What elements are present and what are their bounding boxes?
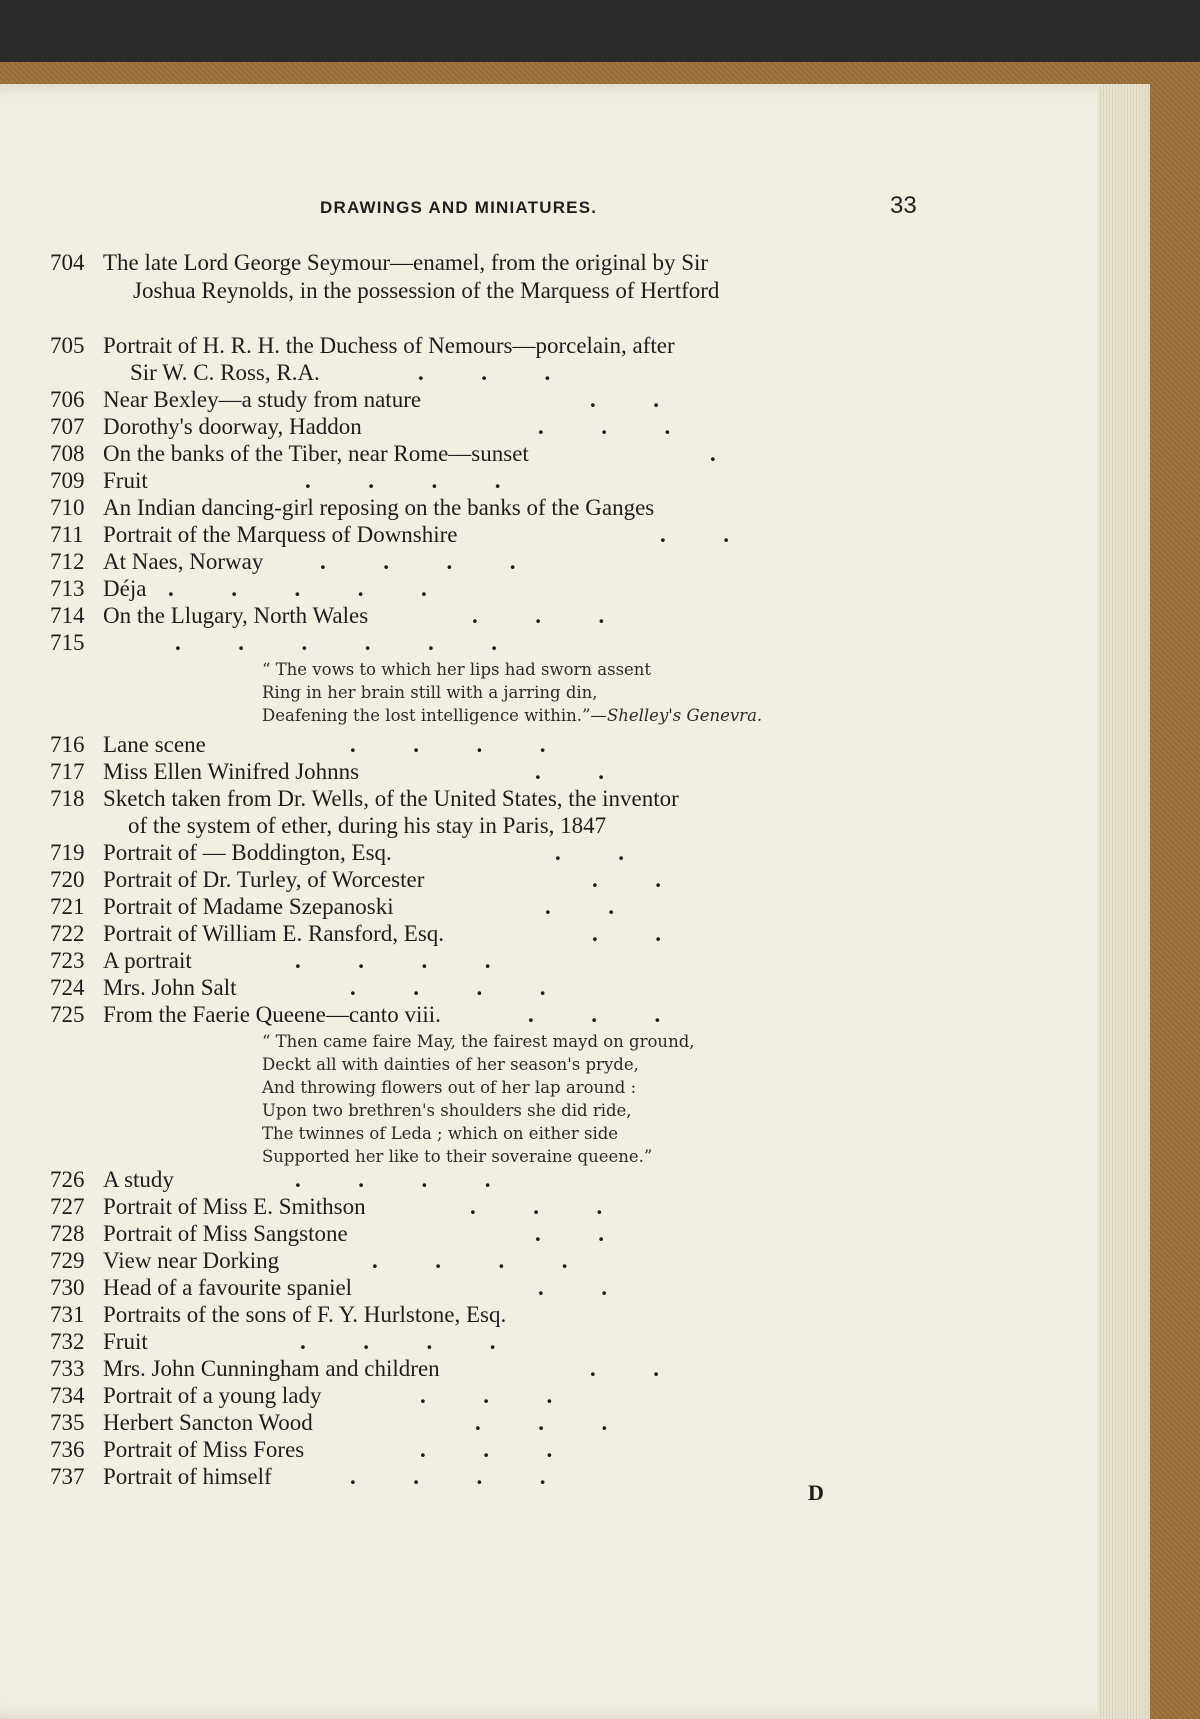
leader-dots: . . . .: [350, 975, 546, 1000]
entry-number: 734: [50, 1383, 85, 1408]
leader-dots: . .: [590, 1356, 659, 1381]
entry-number: 718: [50, 786, 85, 811]
entry-title: Portrait of the Marquess of Downshire: [103, 522, 458, 547]
entry-number: 714: [50, 603, 85, 628]
entry-number: 723: [50, 948, 85, 973]
entry-title: An Indian dancing-girl reposing on the banks of the Ganges: [103, 495, 655, 520]
entry-title-continued: of the system of ether, during his stay in Paris, 1847: [128, 813, 607, 838]
entry-number: 724: [50, 975, 85, 1000]
epigraph-line: Deckt all with dainties of her season's pryde,: [262, 1055, 639, 1074]
entry-title: Fruit: [103, 468, 148, 493]
entry-number: 710: [50, 495, 85, 520]
leader-dots: . .: [590, 387, 659, 412]
entry-title-continued: Joshua Reynolds, in the possession of the Marquess of Hertford: [133, 278, 720, 303]
entry-title: Portrait of H. R. H. the Duchess of Nemours—porcelain, after: [103, 333, 675, 358]
epigraph-line: “ Then came faire May, the fairest mayd on ground,: [262, 1032, 695, 1051]
entry-number: 731: [50, 1302, 85, 1327]
leader-dots: . .: [660, 522, 729, 547]
leader-dots: . .: [592, 867, 661, 892]
leader-dots: . . .: [420, 1437, 553, 1462]
entry-number: 719: [50, 840, 85, 865]
leader-dots: . .: [545, 894, 614, 919]
entry-number: 707: [50, 414, 85, 439]
entry-number: 725: [50, 1002, 85, 1027]
entry-number: 722: [50, 921, 85, 946]
entry-title: Déja: [103, 576, 147, 601]
leader-dots: . . .: [418, 360, 551, 385]
entry-title: Head of a favourite spaniel: [103, 1275, 353, 1300]
entry-title: Portrait of Miss Fores: [103, 1437, 305, 1462]
epigraph-line: The twinnes of Leda ; which on either side: [262, 1124, 619, 1143]
entry-number: 712: [50, 549, 85, 574]
entry-title: Portrait of — Boddington, Esq.: [103, 840, 392, 865]
leader-dots: . . . .: [350, 1464, 546, 1489]
leader-dots: . . . .: [295, 948, 491, 973]
entry-title: Dorothy's doorway, Haddon: [103, 414, 362, 439]
leader-dots: . . .: [470, 1194, 603, 1219]
entry-number: 736: [50, 1437, 85, 1462]
leader-dots: . . .: [528, 1002, 661, 1027]
entry-number: 717: [50, 759, 85, 784]
leader-dots: . . . .: [350, 732, 546, 757]
entry-number: 733: [50, 1356, 85, 1381]
entry-title: At Naes, Norway: [103, 549, 264, 574]
epigraph-line: “ The vows to which her lips had sworn assent: [262, 660, 652, 679]
epigraph-line: Upon two brethren's shoulders she did ride,: [262, 1101, 632, 1120]
entry-title: Miss Ellen Winifred Johnns: [103, 759, 360, 784]
entry-number: 706: [50, 387, 85, 412]
leader-dots: . . . .: [305, 468, 501, 493]
leader-dots: . . . .: [372, 1248, 568, 1273]
leader-dots: . . . . .: [168, 576, 427, 601]
entry-number: 709: [50, 468, 85, 493]
entry-title: Mrs. John Cunningham and children: [103, 1356, 440, 1381]
entry-title: View near Dorking: [103, 1248, 280, 1273]
leader-dots: . . .: [420, 1383, 553, 1408]
entry-title: Lane scene: [103, 732, 206, 757]
entry-title: Near Bexley—a study from nature: [103, 387, 422, 412]
leader-dots: . .: [535, 1221, 604, 1246]
entry-number: 737: [50, 1464, 85, 1489]
entry-number: 727: [50, 1194, 85, 1219]
entry-title: Sketch taken from Dr. Wells, of the United States, the inventor: [103, 786, 679, 811]
entry-number: 716: [50, 732, 85, 757]
entry-title: On the banks of the Tiber, near Rome—sunset: [103, 441, 529, 466]
leader-dots: . . . . . .: [175, 630, 497, 655]
entry-title: Portrait of Miss E. Smithson: [103, 1194, 366, 1219]
entry-title: Portraits of the sons of F. Y. Hurlstone, Esq.: [103, 1302, 507, 1327]
entry-title: Portrait of Dr. Turley, of Worcester: [103, 867, 425, 892]
entry-number: 730: [50, 1275, 85, 1300]
entry-number: 726: [50, 1167, 85, 1192]
entry-title: Portrait of Miss Sangstone: [103, 1221, 348, 1246]
entry-number: 711: [50, 522, 84, 547]
entry-number: 735: [50, 1410, 85, 1435]
entry-title: A portrait: [103, 948, 192, 973]
running-title: DRAWINGS AND MINIATURES.: [320, 198, 598, 217]
entry-title: Mrs. John Salt: [103, 975, 237, 1000]
leader-dots: . . .: [475, 1410, 608, 1435]
entry-title: Portrait of a young lady: [103, 1383, 322, 1408]
epigraph-line: Supported her like to their soveraine queene.”: [262, 1147, 653, 1166]
entry-number: 708: [50, 441, 85, 466]
leader-dots: . .: [538, 1275, 607, 1300]
entry-title: Fruit: [103, 1329, 148, 1354]
entry-number: 705: [50, 333, 85, 358]
signature-mark: D: [808, 1480, 824, 1505]
leader-dots: . . . .: [295, 1167, 491, 1192]
entry-title: Portrait of Madame Szepanoski: [103, 894, 394, 919]
entry-number: 704: [50, 250, 85, 275]
entry-number: 715: [50, 630, 85, 655]
entry-title: Herbert Sancton Wood: [103, 1410, 313, 1435]
leader-dots: . . . .: [320, 549, 516, 574]
leader-dots: . . .: [472, 603, 605, 628]
page-number: 33: [890, 192, 917, 219]
epigraph-text: Deafening the lost intelligence within.”—: [262, 706, 607, 725]
leader-dots: . .: [555, 840, 624, 865]
entry-number: 729: [50, 1248, 85, 1273]
entry-title: Portrait of himself: [103, 1464, 272, 1489]
entry-title: The late Lord George Seymour—enamel, from the original by Sir: [103, 250, 709, 275]
leader-dots: .: [710, 441, 716, 466]
epigraph-line: [262, 706, 762, 725]
entry-number: 721: [50, 894, 85, 919]
entry-title: A study: [103, 1167, 174, 1192]
entry-title: From the Faerie Queene—canto viii.: [103, 1002, 441, 1027]
epigraph-line: Ring in her brain still with a jarring din,: [262, 683, 598, 702]
leader-dots: . .: [535, 759, 604, 784]
entry-number: 720: [50, 867, 85, 892]
entry-number: 732: [50, 1329, 85, 1354]
leader-dots: . . . .: [300, 1329, 496, 1354]
leader-dots: . .: [592, 921, 661, 946]
leader-dots: . . .: [538, 414, 671, 439]
entry-number: 728: [50, 1221, 85, 1246]
entry-title: Portrait of William E. Ransford, Esq.: [103, 921, 445, 946]
epigraph-source: Shelley's Genevra.: [606, 706, 763, 725]
epigraph-line: And throwing flowers out of her lap around :: [262, 1078, 637, 1097]
entry-title: On the Llugary, North Wales: [103, 603, 369, 628]
entry-number: 713: [50, 576, 85, 601]
entry-title-continued: Sir W. C. Ross, R.A.: [130, 360, 320, 385]
